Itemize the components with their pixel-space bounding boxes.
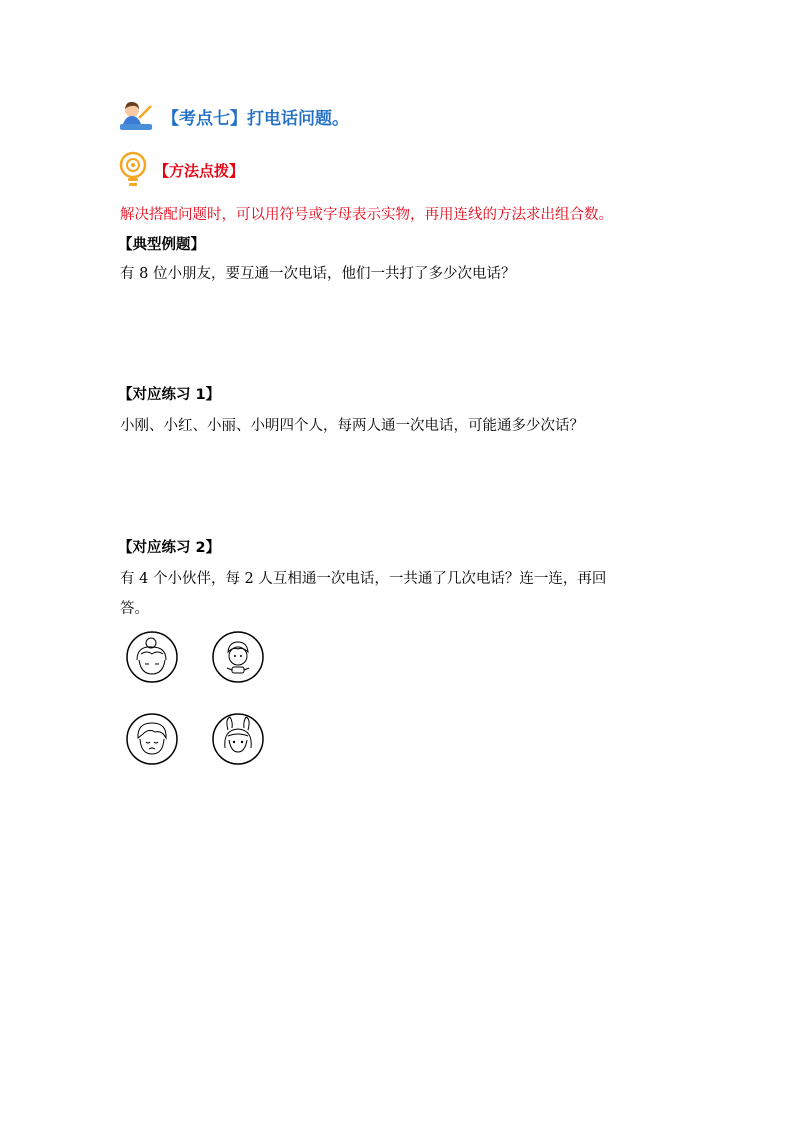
child-avatar-icon xyxy=(125,712,179,766)
practice1-question: 小刚、小红、小丽、小明四个人，每两人通一次电话，可能通多少次话？ xyxy=(120,418,584,434)
practice2-heading: 【对应练习 2】 xyxy=(118,540,221,556)
practice1-heading: 【对应练习 1】 xyxy=(118,387,221,403)
method-label: 【方法点拨】 xyxy=(154,161,245,180)
section-title-row xyxy=(118,96,349,136)
example-heading: 【典型例题】 xyxy=(118,237,205,253)
method-tip-row xyxy=(118,148,244,192)
child-avatar-icon xyxy=(125,630,179,684)
child-avatar-icon xyxy=(211,712,265,766)
section-title: 【考点七】打电话问题。 xyxy=(162,108,349,129)
lightbulb-icon xyxy=(118,150,148,190)
method-text: 解决搭配问题时，可以用符号或字母表示实物，再用连线的方法求出组合数。 xyxy=(120,207,613,223)
teacher-icon xyxy=(118,98,154,134)
example-question: 有 8 位小朋友，要互通一次电话，他们一共打了多少次电话？ xyxy=(120,266,516,282)
child-avatar-icon xyxy=(211,630,265,684)
practice2-question-line2: 答。 xyxy=(120,601,149,617)
practice2-question-line1: 有 4 个小伙伴，每 2 人互相通一次电话，一共通了几次电话？连一连，再回 xyxy=(120,571,607,587)
